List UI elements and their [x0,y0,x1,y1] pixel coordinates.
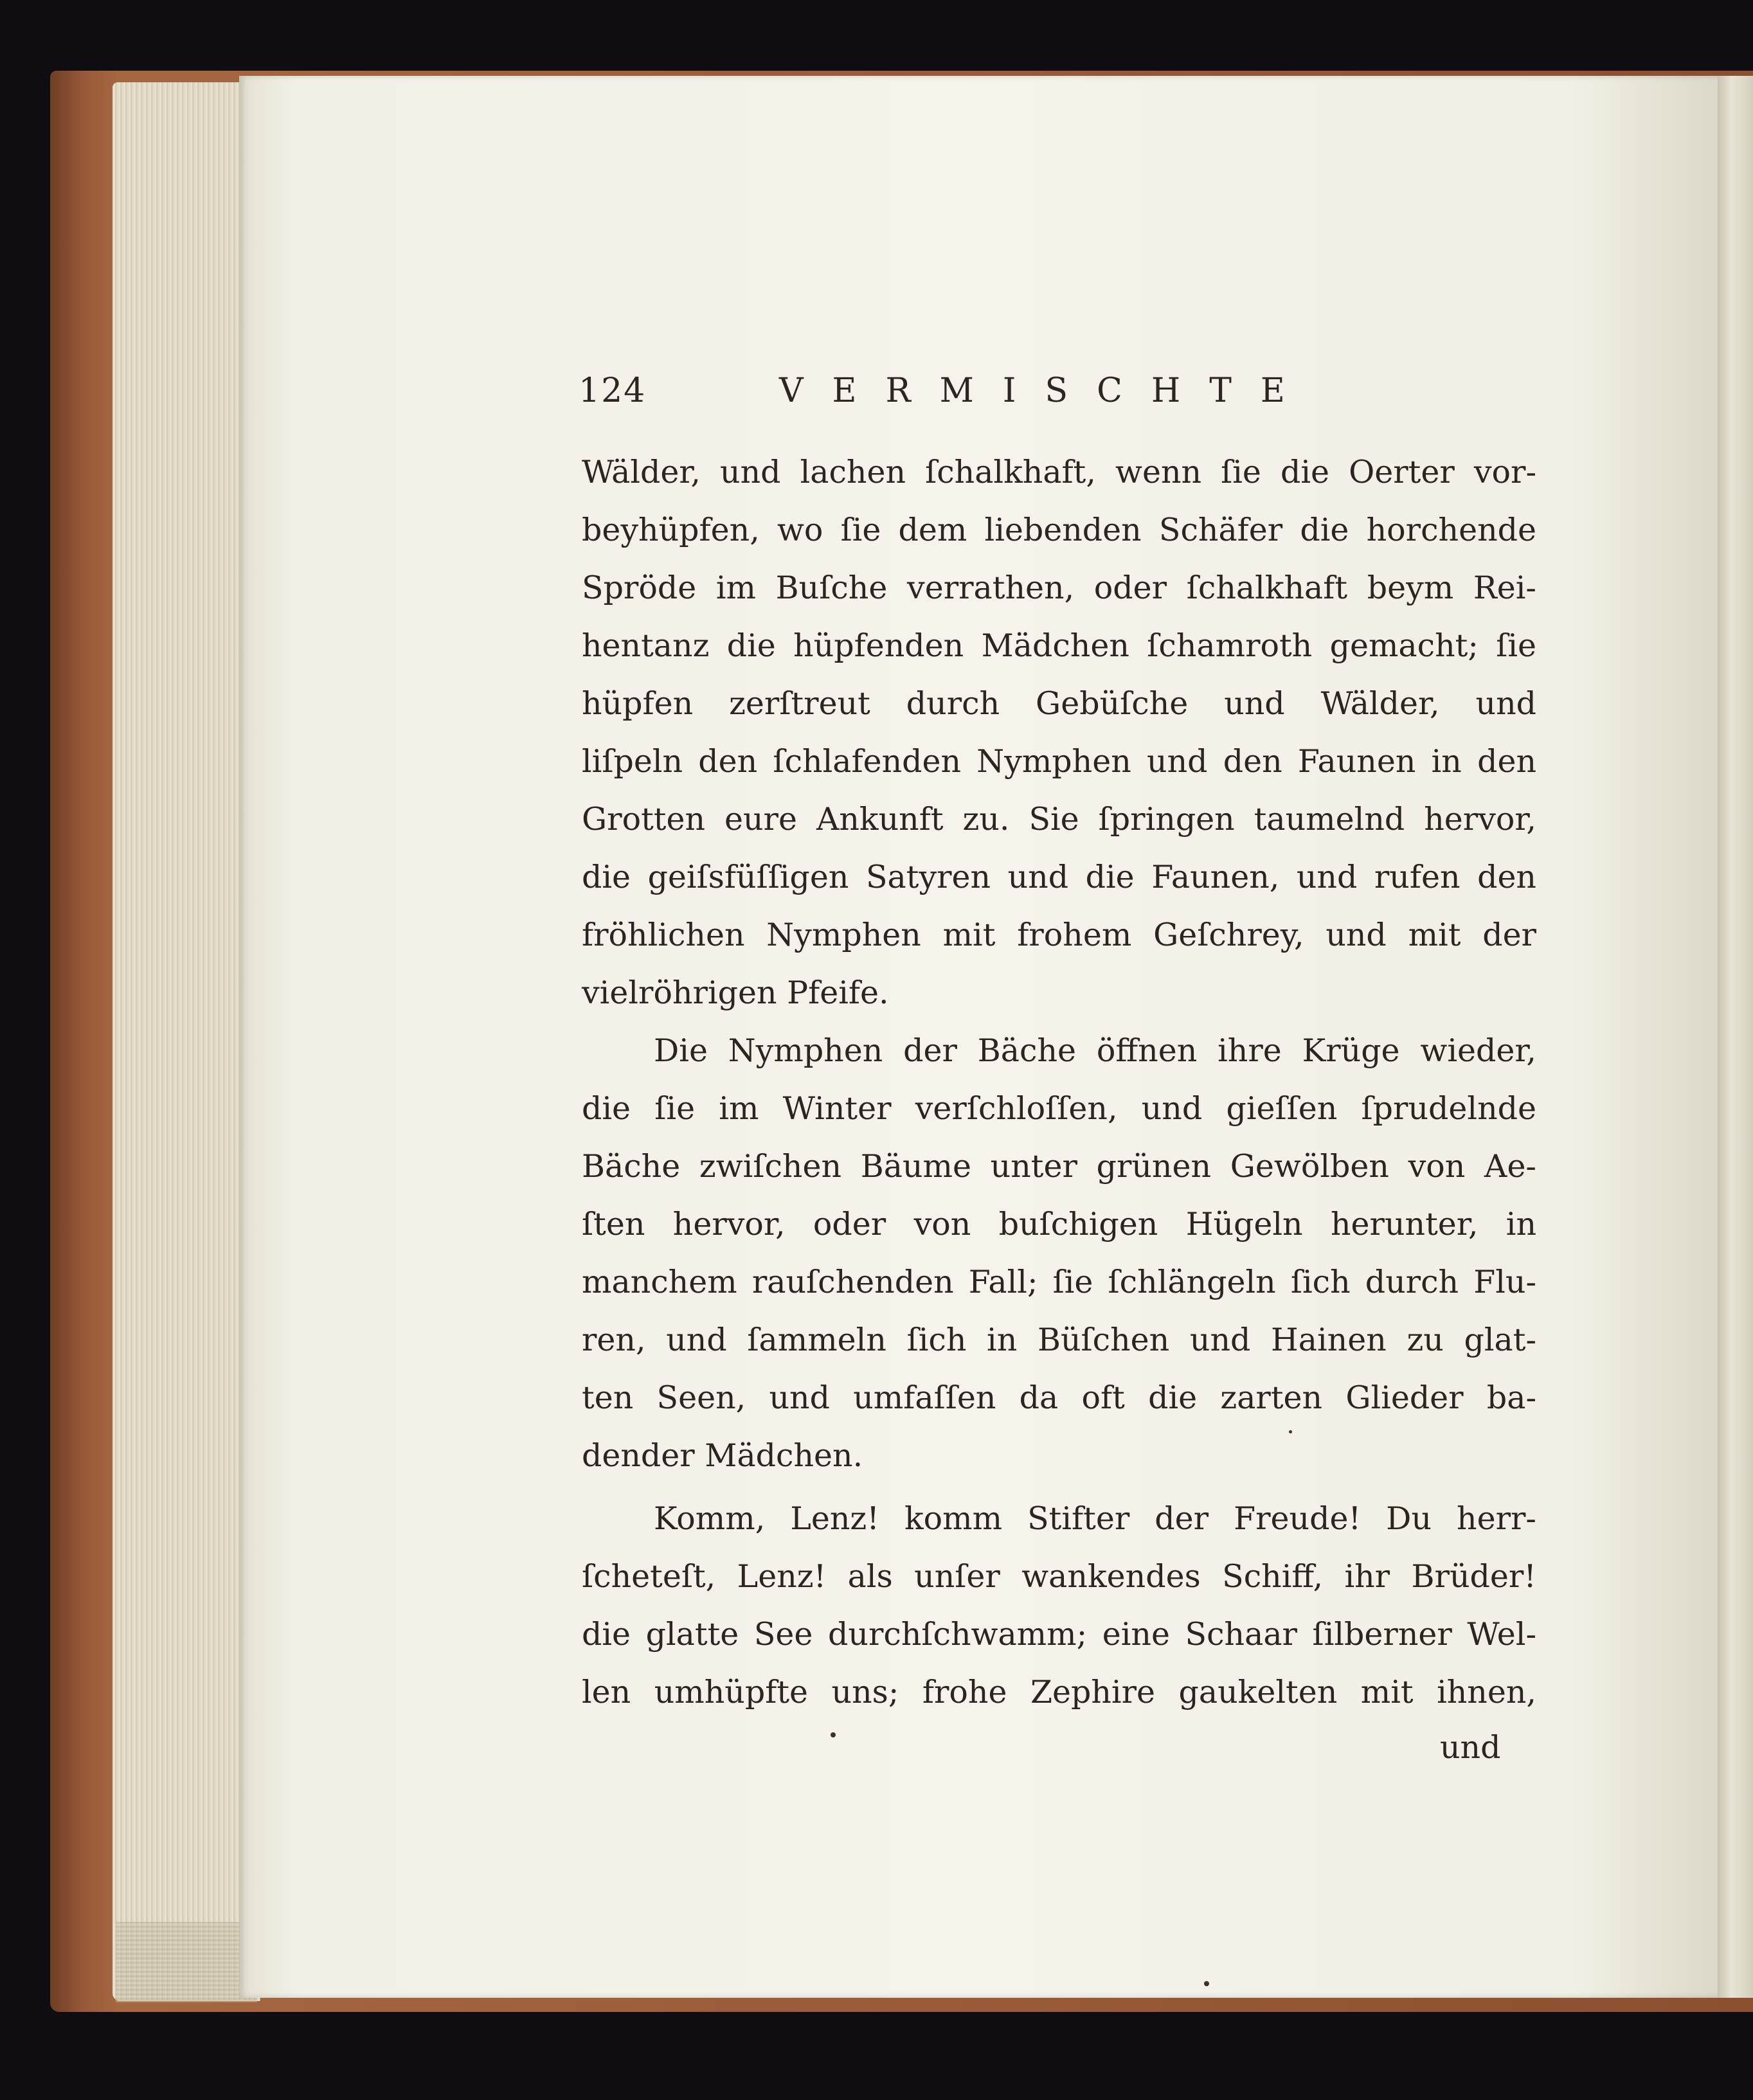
text-line: fröhlichen Nymphen mit frohem Geſchrey, und mit der [582,917,1536,953]
text-line: die ſie im Winter verſchloſſen, und gieſſen ſprudelnde [582,1090,1536,1127]
paragraph [582,1490,1536,1721]
text-line: liſpeln den ſchlafenden Nymphen und den Faunen in den [582,743,1536,780]
page-gutter [1718,76,1753,1998]
text-line: dender Mädchen. [582,1437,863,1474]
text-line: ſcheteſt, Lenz! als unſer wankendes Schiff, ihr Brüder! [582,1558,1536,1595]
text-line: Die Nymphen der Bäche öffnen ihre Krüge wieder, [654,1032,1536,1069]
text-line: len umhüpfte uns; frohe Zephire gaukelten mit ihnen, [582,1674,1536,1710]
page-edges-bottom [116,1922,257,2002]
header-title: VERMISCHTE [779,372,1314,410]
paragraph [582,1022,1536,1485]
running-head [579,372,1543,417]
text-line: manchem rauſchenden Fall; ſie ſchlängeln ſich durch Flu- [582,1264,1536,1300]
page-edges [112,82,260,2001]
text-line: ten Seen, und umfaſſen da oft die zarten Glieder ba- [582,1379,1536,1416]
page-number: 124 [579,372,647,410]
text-line: ren, und ſammeln ſich in Büſchen und Hainen zu glat- [582,1322,1536,1358]
catchword: und [1440,1729,1501,1766]
text-line: die geiſsfüſſigen Satyren und die Faunen, und rufen den [582,859,1536,895]
text-line: beyhüpfen, wo ſie dem liebenden Schäfer die horchende [582,512,1536,548]
text-line: die glatte See durchſchwamm; eine Schaar ſilberner Wel- [582,1616,1536,1653]
text-line: Grotten eure Ankunft zu. Sie ſpringen taumelnd hervor, [582,801,1536,838]
text-line: Wälder, und lachen ſchalkhaft, wenn ſie die Oerter vor- [582,454,1536,490]
ink-speck [1204,1981,1209,1986]
ink-speck [831,1732,836,1737]
text-line: Komm, Lenz! komm Stifter der Freude! Du herr- [654,1500,1536,1537]
body-text [582,444,1536,1721]
text-line: Bäche zwiſchen Bäume unter grünen Gewölben von Ae- [582,1148,1536,1185]
paragraph [582,444,1536,1022]
text-line: Spröde im Buſche verrathen, oder ſchalkhaft beym Rei- [582,570,1536,606]
ink-speck [1289,1430,1292,1433]
text-line: hentanz die hüpfenden Mädchen ſchamroth gemacht; ſie [582,627,1536,664]
text-line: hüpfen zerſtreut durch Gebüſche und Wälder, und [582,685,1536,722]
text-line: vielröhrigen Pfeife. [582,974,889,1011]
text-line: ſten hervor, oder von buſchigen Hügeln herunter, in [582,1206,1536,1243]
